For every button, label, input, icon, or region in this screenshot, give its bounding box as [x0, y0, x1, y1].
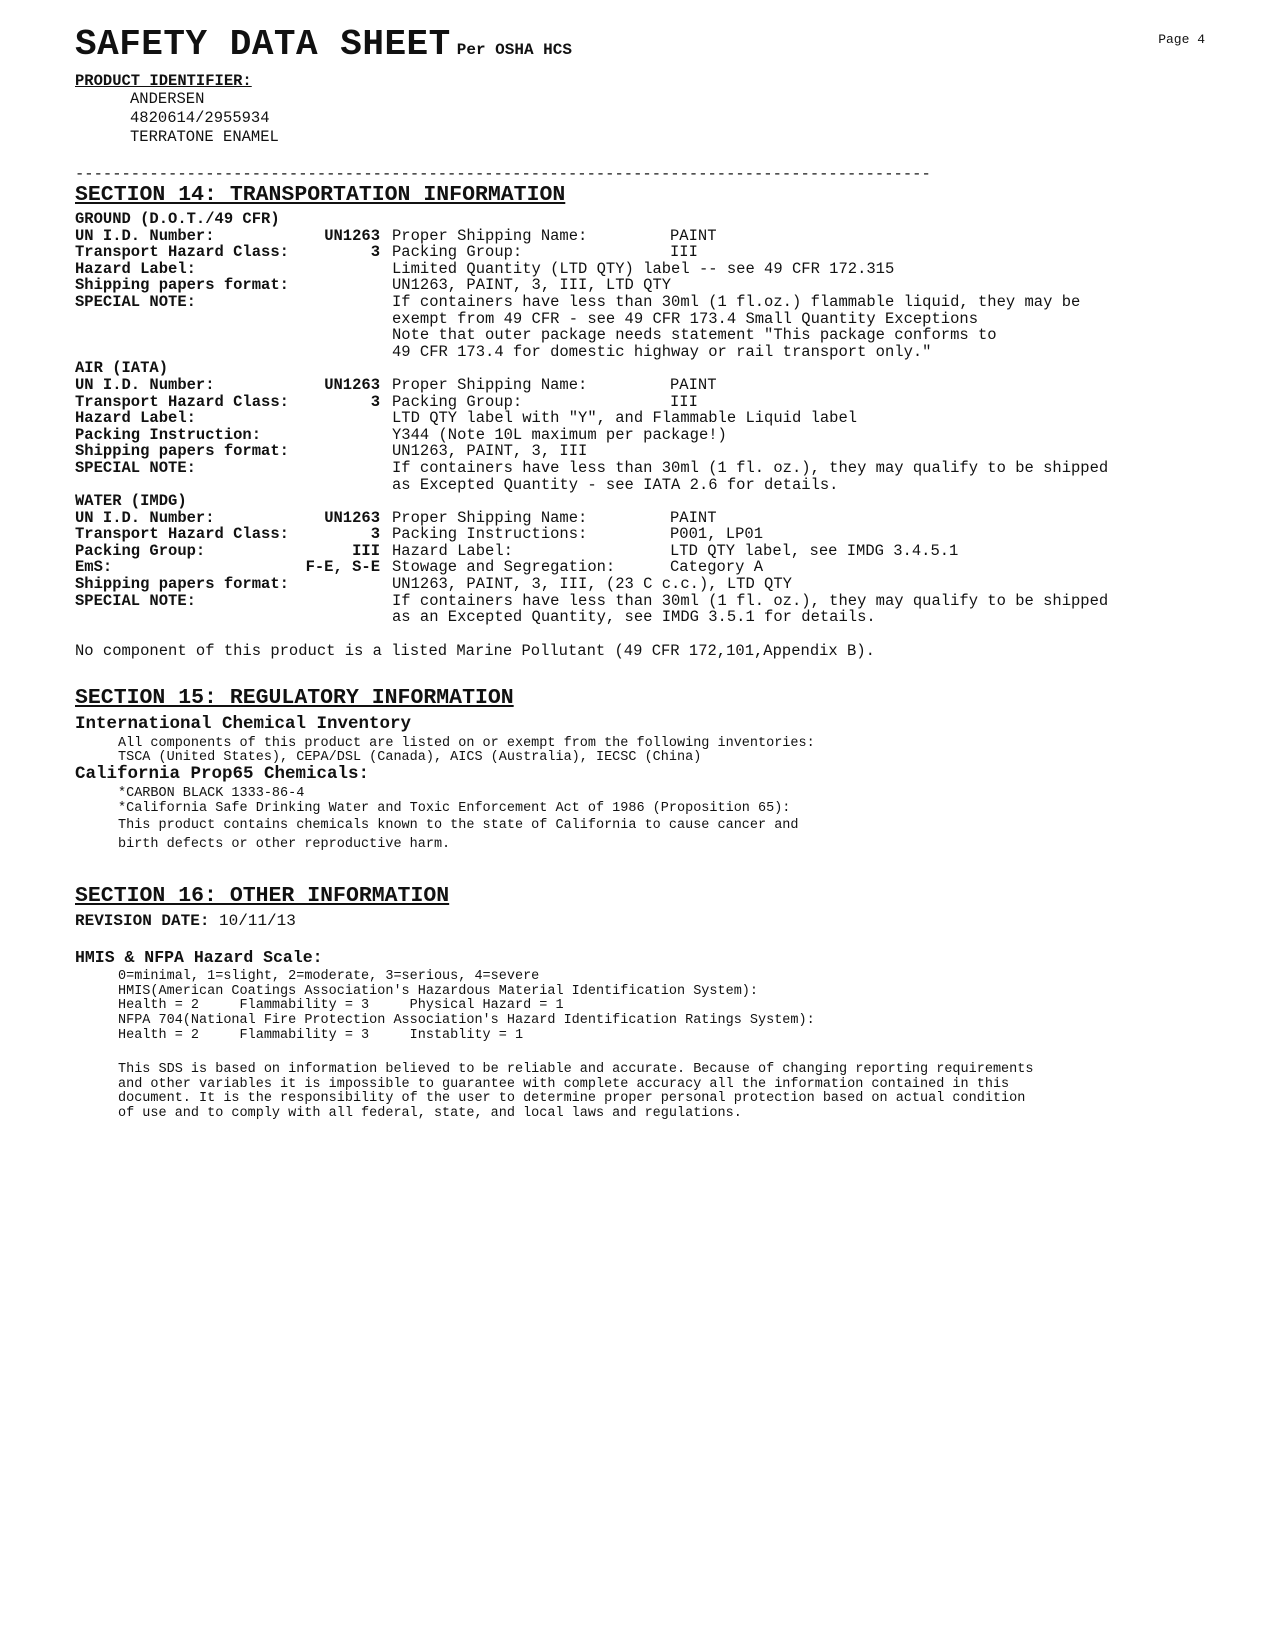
- hazard-scale-line: NFPA 704(National Fire Protection Association's Hazard Identification Ratings System):: [118, 1013, 815, 1028]
- disclaimer-line: document. It is the responsibility of the user to determine proper personal protection based on actual condition: [118, 1091, 1026, 1107]
- ground-sn-line: exempt from 49 CFR - see 49 CFR 173.4 Small Quantity Exceptions: [392, 309, 978, 328]
- water-sn-line: If containers have less than 30ml (1 fl. oz.), they may qualify to be shipped: [392, 591, 1109, 610]
- air-pg-value: III: [670, 392, 698, 411]
- air-psn-value: PAINT: [670, 375, 717, 394]
- water-hl-label: Hazard Label:: [392, 541, 513, 560]
- water-un-label: UN I.D. Number: UN1263: [75, 508, 380, 527]
- air-psn-label: Proper Shipping Name:: [392, 375, 588, 394]
- hazard-scale-heading: HMIS & NFPA Hazard Scale:: [75, 948, 323, 968]
- revision-date-label: REVISION DATE:: [75, 912, 210, 931]
- document-title: SAFETY DATA SHEET: [75, 24, 451, 65]
- water-spf-label: Shipping papers format:: [75, 575, 289, 594]
- air-un-label: UN I.D. Number: UN1263: [75, 375, 380, 394]
- air-hl-value: LTD QTY label with "Y", and Flammable Liquid label: [392, 409, 858, 428]
- ground-un-value: UN1263: [324, 226, 380, 245]
- air-class-value: 3: [370, 392, 380, 411]
- ground-hl-value: Limited Quantity (LTD QTY) label -- see 49 CFR 172.315: [392, 259, 895, 278]
- divider: --------------------------------------------------------------------------------------------: [75, 165, 931, 181]
- section-16-heading: SECTION 16: OTHER INFORMATION: [75, 884, 450, 909]
- sds-page: [75, 24, 1205, 1122]
- hazard-scale-text: [75, 970, 1205, 1043]
- product-line: ANDERSEN: [130, 90, 205, 108]
- hazard-scale-line: Health = 2 Flammability = 3 Instablity = 1: [118, 1027, 524, 1043]
- inventory-text: [75, 737, 1205, 766]
- section-15-heading: SECTION 15: REGULATORY INFORMATION: [75, 685, 514, 710]
- prop65-warning: [75, 817, 1205, 854]
- water-psn-value: PAINT: [670, 508, 717, 527]
- water-spf-value: UN1263, PAINT, 3, III, (23 C c.c.), LTD QTY: [392, 575, 792, 594]
- air-sn-line: If containers have less than 30ml (1 fl. oz.), they may qualify to be shipped: [392, 458, 1109, 477]
- air-title: AIR (IATA): [75, 359, 169, 378]
- product-identifier-heading: PRODUCT IDENTIFIER:: [75, 72, 252, 90]
- prop65-line: *CARBON BLACK 1333-86-4: [118, 786, 305, 802]
- water-class-label: Transport Hazard Class: 3: [75, 525, 380, 544]
- ground-sn-line: 49 CFR 173.4 for domestic highway or rail transport only.": [392, 342, 932, 361]
- water-un-value: UN1263: [324, 508, 380, 527]
- disclaimer-line: This SDS is based on information believed to be reliable and accurate. Because of changing reporting requirements: [118, 1062, 1034, 1078]
- inventory-heading: International Chemical Inventory: [75, 713, 412, 734]
- ground-spf-label: Shipping papers format:: [75, 276, 289, 295]
- air-spf-label: Shipping papers format:: [75, 442, 289, 461]
- water-pi-label: Packing Instructions:: [392, 525, 588, 544]
- hazard-scale-line: 0=minimal, 1=slight, 2=moderate, 3=serious, 4=severe: [118, 969, 540, 985]
- ground-psn-value: PAINT: [670, 226, 717, 245]
- prop65-warning-line: birth defects or other reproductive harm.: [118, 836, 451, 852]
- disclaimer-line: and other variables it is impossible to guarantee with complete accuracy all the information contained in this: [118, 1076, 1010, 1092]
- section-14-heading: SECTION 14: TRANSPORTATION INFORMATION: [75, 183, 566, 207]
- disclaimer-line: of use and to comply with all federal, state, and local laws and regulations.: [118, 1105, 742, 1121]
- water-ems-label: EmS: F-E, S-E: [75, 558, 380, 577]
- header: [75, 24, 1205, 70]
- water-ss-value: Category A: [670, 558, 764, 577]
- ground-hl-label: Hazard Label:: [75, 259, 196, 278]
- water-ss-label: Stowage and Segregation:: [392, 558, 616, 577]
- transport-grid: [75, 211, 1205, 626]
- water-hl-value: LTD QTY label, see IMDG 3.4.5.1: [670, 541, 959, 560]
- water-psn-label: Proper Shipping Name:: [392, 508, 588, 527]
- air-sn-label: SPECIAL NOTE:: [75, 458, 196, 477]
- page-number: Page 4: [1158, 32, 1205, 47]
- prop65-list: [75, 787, 1205, 816]
- ground-psn-label: Proper Shipping Name:: [392, 226, 588, 245]
- product-identifier-lines: [75, 90, 1205, 147]
- prop65-line: *California Safe Drinking Water and Toxic Enforcement Act of 1986 (Proposition 65):: [118, 800, 791, 816]
- revision-date-value: 10/11/13: [219, 912, 296, 931]
- marine-pollutant-note: No component of this product is a listed Marine Pollutant (49 CFR 172,101,Appendix B).: [75, 641, 875, 660]
- hazard-scale-line: HMIS(American Coatings Association's Hazardous Material Identification System):: [118, 983, 759, 999]
- product-line: TERRATONE ENAMEL: [130, 128, 279, 146]
- air-hl-label: Hazard Label:: [75, 409, 196, 428]
- water-ems-value: F-E, S-E: [305, 558, 380, 577]
- water-class-value: 3: [370, 525, 380, 544]
- ground-pg-value: III: [670, 243, 698, 262]
- inventory-line: All components of this product are listed on or exempt from the following inventories:: [118, 735, 815, 751]
- air-pi-label: Packing Instruction:: [75, 425, 262, 444]
- ground-sn-label: SPECIAL NOTE:: [75, 292, 196, 311]
- ground-spf-value: UN1263, PAINT, 3, III, LTD QTY: [392, 276, 672, 295]
- ground-title: GROUND (D.O.T./49 CFR): [75, 210, 280, 228]
- water-sn-label: SPECIAL NOTE:: [75, 591, 196, 610]
- hazard-scale-line: Health = 2 Flammability = 3 Physical Hazard = 1: [118, 998, 564, 1014]
- document-subtitle: Per OSHA HCS: [456, 41, 572, 59]
- air-spf-value: UN1263, PAINT, 3, III: [392, 442, 588, 461]
- air-pg-label: Packing Group:: [392, 392, 523, 411]
- water-pg-value: III: [352, 541, 380, 560]
- ground-sn-line: If containers have less than 30ml (1 fl.oz.) flammable liquid, they may be: [392, 292, 1081, 311]
- water-title: WATER (IMDG): [75, 492, 187, 511]
- ground-class-label: Transport Hazard Class: 3: [75, 243, 380, 262]
- disclaimer: [75, 1063, 1205, 1121]
- water-sn-line: as an Excepted Quantity, see IMDG 3.5.1 for details.: [392, 608, 876, 627]
- inventory-line: TSCA (United States), CEPA/DSL (Canada), AICS (Australia), IECSC (China): [118, 750, 702, 766]
- product-line: 4820614/2955934: [130, 109, 270, 127]
- ground-un-label: UN I.D. Number: UN1263: [75, 226, 380, 245]
- prop65-heading: California Prop65 Chemicals:: [75, 764, 370, 785]
- air-pi-value: Y344 (Note 10L maximum per package!): [392, 425, 727, 444]
- water-pi-value: P001, LP01: [670, 525, 764, 544]
- revision-date: [75, 912, 1205, 930]
- air-un-value: UN1263: [324, 375, 380, 394]
- air-sn-line: as Excepted Quantity - see IATA 2.6 for details.: [392, 475, 839, 494]
- ground-pg-label: Packing Group:: [392, 243, 523, 262]
- ground-sn-line: Note that outer package needs statement "This package conforms to: [392, 326, 997, 345]
- water-pg-label: Packing Group: III: [75, 541, 380, 560]
- ground-class-value: 3: [370, 243, 380, 262]
- prop65-warning-line: This product contains chemicals known to the state of California to cause cancer and: [118, 818, 799, 834]
- air-class-label: Transport Hazard Class: 3: [75, 392, 380, 411]
